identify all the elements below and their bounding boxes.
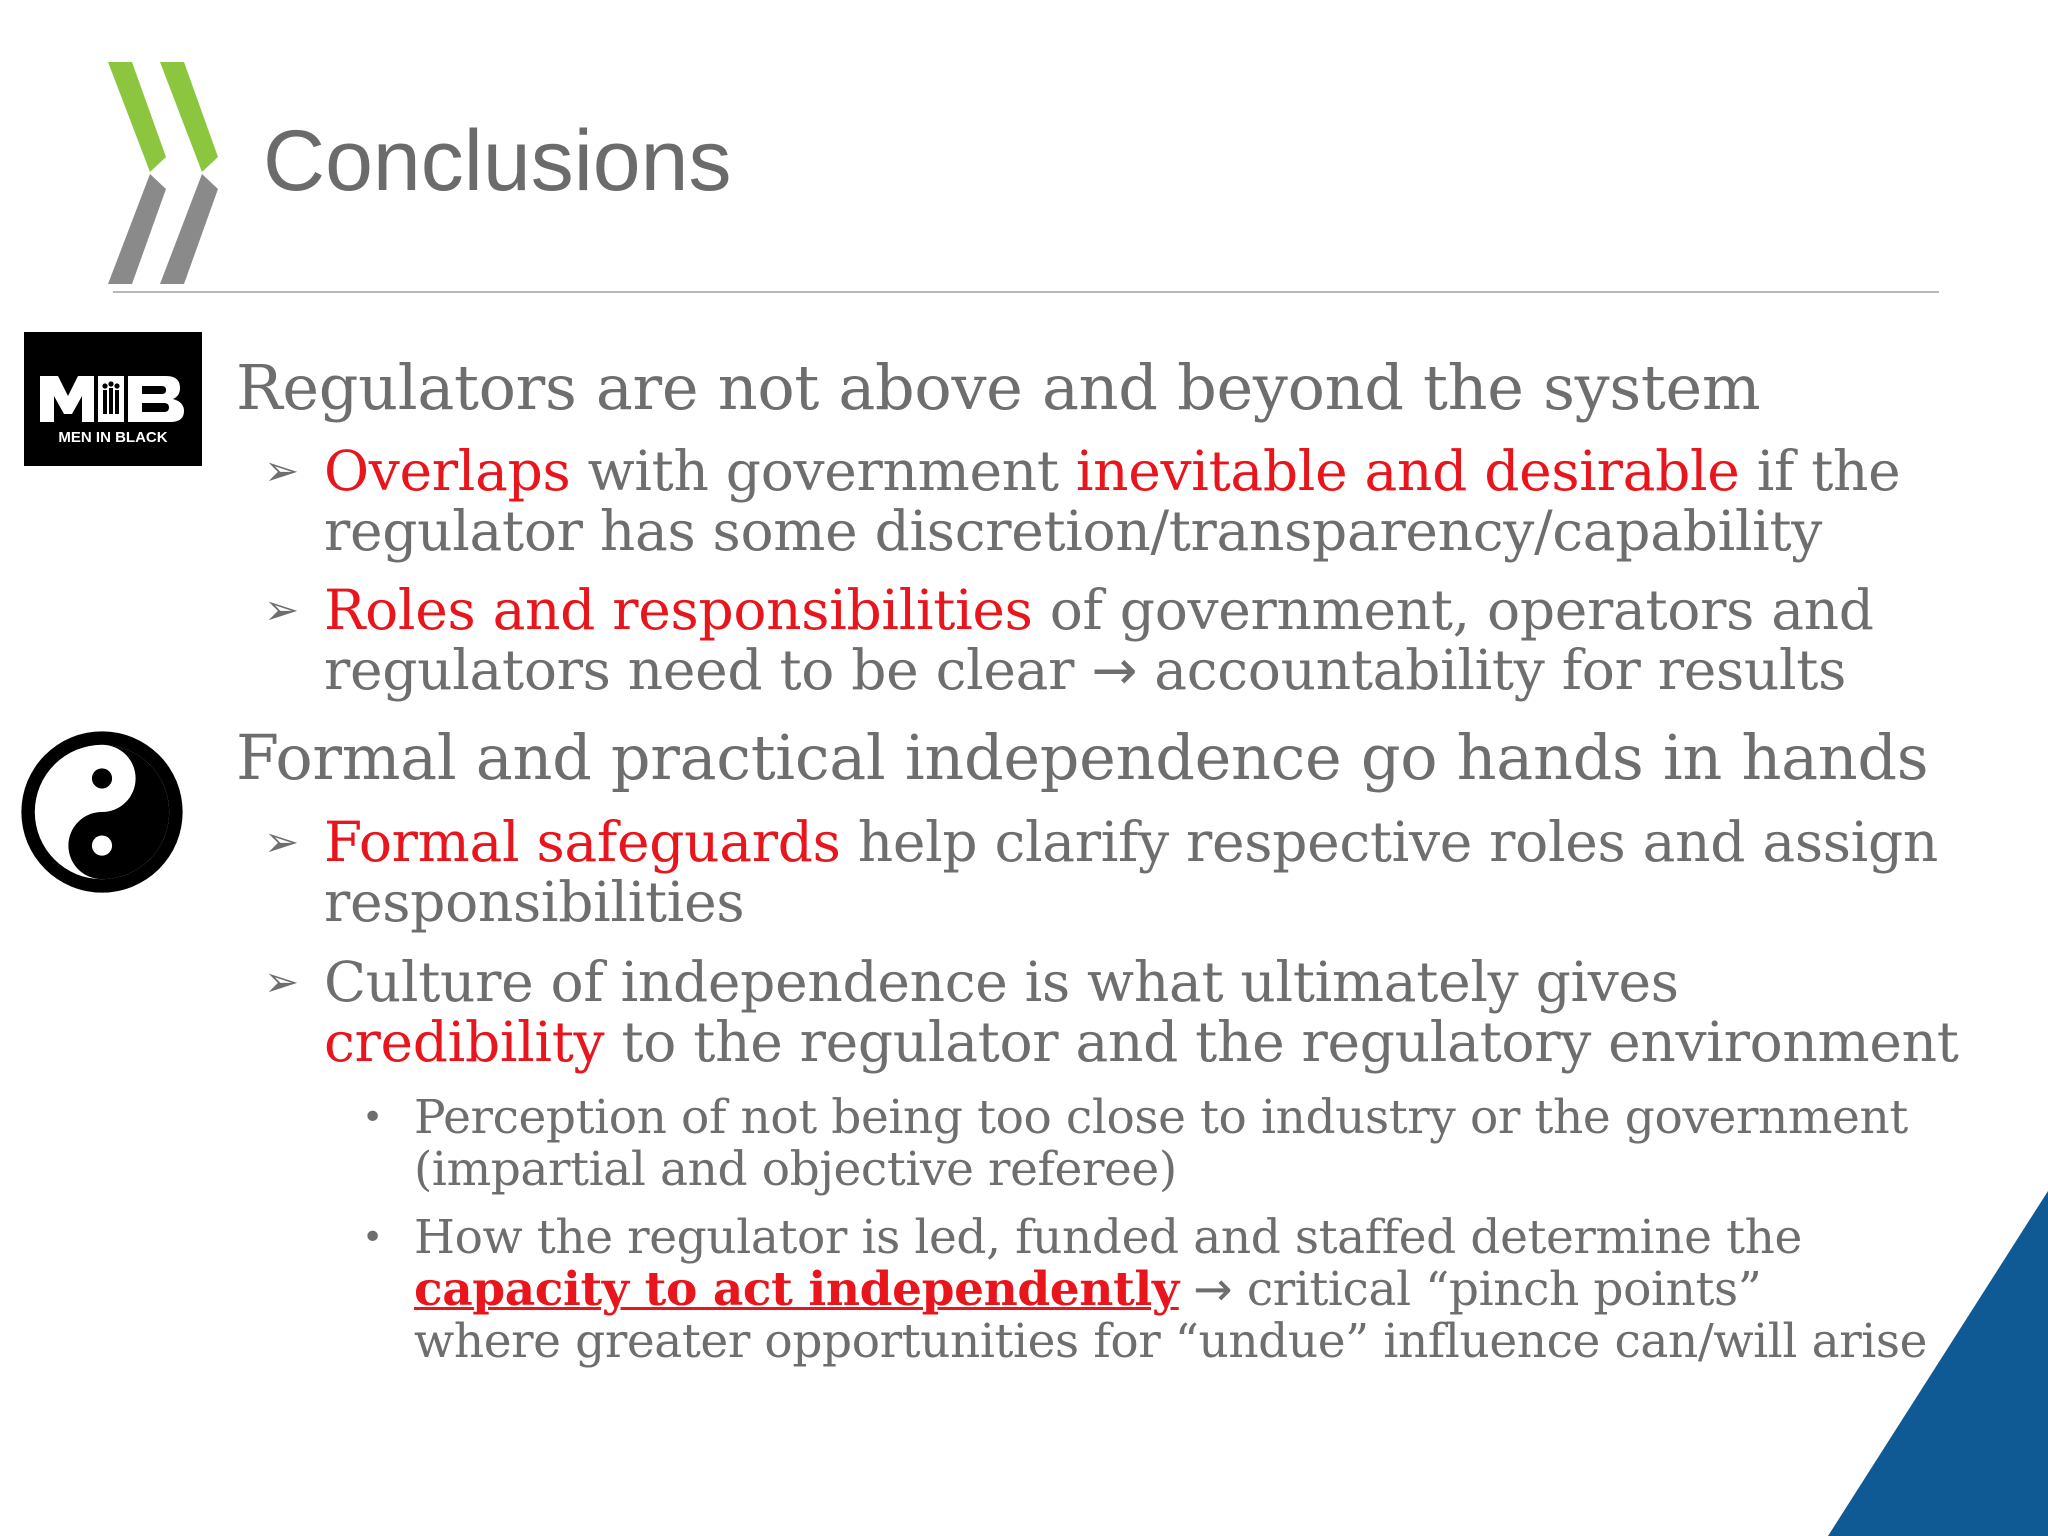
bullet-text: regulators need to be clear xyxy=(324,638,1092,702)
dot-bullet-icon: • xyxy=(362,1217,383,1258)
bullet-line xyxy=(324,812,2024,872)
bullet-line xyxy=(324,1012,2024,1072)
bullet-text xyxy=(1179,1262,1194,1317)
bullet-line: responsibilities xyxy=(324,870,745,934)
arrow-bullet-icon: ➢ xyxy=(264,446,299,495)
arrow-bullet-icon: ➢ xyxy=(264,585,299,634)
highlight-text: credibility xyxy=(324,1010,605,1074)
bullet-text: critical “pinch points” xyxy=(1232,1262,1762,1317)
slide-title: Conclusions xyxy=(263,113,732,209)
arrow-bullet-icon: ➢ xyxy=(264,957,299,1006)
right-arrow-icon: → xyxy=(1091,638,1138,702)
highlight-text: inevitable and desirable xyxy=(1075,439,1740,503)
bullet-line xyxy=(324,640,2024,700)
highlight-text: Overlaps xyxy=(324,439,571,503)
svg-text:MEN IN BLACK: MEN IN BLACK xyxy=(58,429,168,446)
bullet-text: with government xyxy=(570,439,1076,503)
bullet-text: of government, operators and xyxy=(1032,578,1874,642)
sub-bullet-line xyxy=(414,1264,2014,1316)
highlight-text: Formal safeguards xyxy=(324,810,841,874)
bullet-line xyxy=(324,580,2024,640)
right-arrow-icon: → xyxy=(1193,1262,1233,1317)
arrow-bullet-icon: ➢ xyxy=(264,817,299,866)
sub-bullet-line: where greater opportunities for “undue” influence can/will arise xyxy=(414,1314,1928,1369)
emphasis-text: capacity to act independently xyxy=(414,1262,1179,1317)
section2-heading: Formal and practical independence go hands in hands xyxy=(236,721,1929,794)
dot-bullet-icon: • xyxy=(362,1097,383,1138)
sub-bullet-line: Perception of not being too close to industry or the government xyxy=(414,1090,1908,1145)
bullet-text: help clarify respective roles and assign xyxy=(840,810,1938,874)
highlight-text: Roles and responsibilities xyxy=(324,578,1033,642)
bullet-text: to the regulator and the regulatory environment xyxy=(604,1010,1959,1074)
sub-bullet-line: How the regulator is led, funded and staffed determine the xyxy=(414,1210,1802,1265)
bullet-line: Culture of independence is what ultimately gives xyxy=(324,950,1679,1014)
bullet-text: if the xyxy=(1739,439,1901,503)
bullet-line xyxy=(324,441,2024,501)
bullet-text: accountability for results xyxy=(1137,638,1847,702)
sub-bullet-line: (impartial and objective referee) xyxy=(414,1142,1177,1197)
section1-heading: Regulators are not above and beyond the system xyxy=(236,351,1761,424)
bullet-line: regulator has some discretion/transparency/capability xyxy=(324,499,1823,563)
